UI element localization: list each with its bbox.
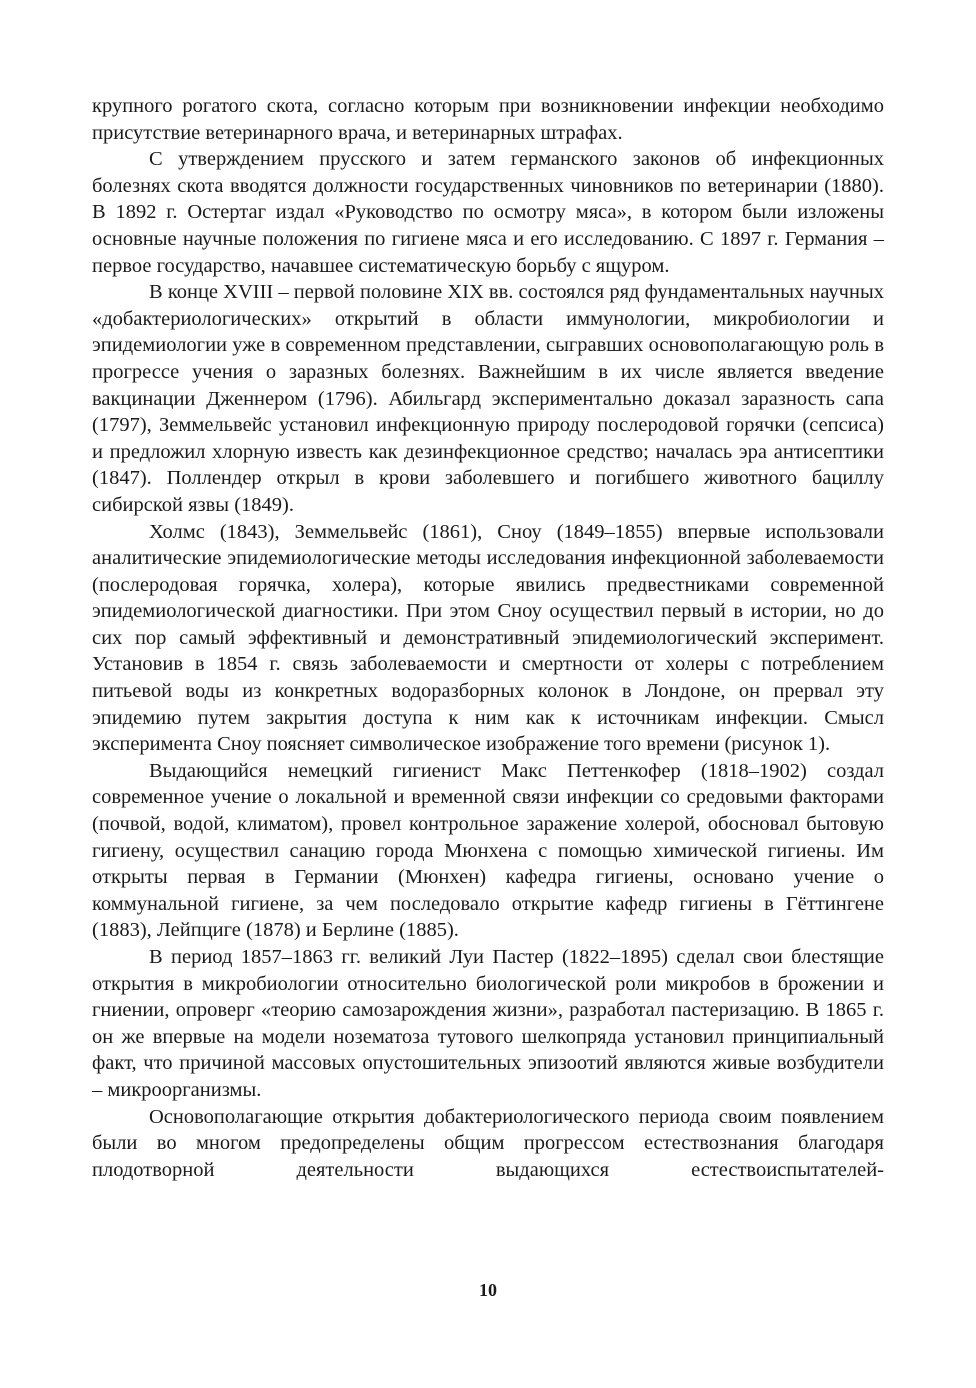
paragraph-pettenkofer: Выдающийся немецкий гигиенист Макс Петтенкофер (1818–1902) создал современное учение о локальной и временной связи инфекции со средовыми факторами (почвой, водой, климатом), провел контрольное заражение холерой, обосновал бытовую гигиену, осуществил санацию города Мюнхена с помощью химической гигиены. Им открыты первая в Германии (Мюнхен) кафедра гигиены, основано учение о коммунальной гигиене, за чем последовало открытие кафедр гигиены в Гёттингене (1883), Лейпциге (1878) и Берлине (1885).: [92, 759, 884, 942]
paragraph-epidemiological-methods: Холмс (1843), Земмельвейс (1861), Сноу (1849–1855) впервые использовали аналитические эпидемиологические методы исследования инфекционной заболеваемости (послеродовая горячка, холера), которые явились предвестниками современной эпидемиологической диагностики. При этом Сноу осуществил первый в истории, но до сих пор самый эффективный и демонстративный эпидемиологический эксперимент. Установив в 1854 г. связь заболеваемости и смертности от холеры с потреблением питьевой воды из конкретных водоразборных колонок в Лондоне, он прервал эту эпидемию путем закрытия доступа к ним как к источникам инфекции. Смысл эксперимента Сноу поясняет символическое изображение того времени (рисунок 1).: [92, 520, 884, 756]
page-number: 10: [479, 1280, 497, 1300]
paragraph-prebacteriological-discoveries: В конце XVIII – первой половине XIX вв. состоялся ряд фундаментальных научных «добактериологических» открытий в области иммунологии, микробиологии и эпидемиологии уже в современном представлении, сыгравших основополагающую роль в прогрессе учения о заразных болезнях. Важнейшим в их числе является введение вакцинации Дженнером (1796). Абильгард экспериментально доказал заразность сапа (1797), Земмельвейс установил инфекционную природу послеродовой горячки (сепсиса) и предложил хлорную известь как дезинфекционное средство; началась эра антисептики (1847). Поллендер открыл в крови заболевшего и погибшего животного бациллу сибирской язвы (1849).: [92, 281, 884, 516]
paragraph-pasteur: В период 1857–1863 гг. великий Луи Пастер (1822–1895) сделал свои блестящие открытия в микробиологии относительно биологической роли микробов в брожении и гниении, опроверг «теорию самозарождения жизни», разработал пастеризацию. В 1865 г. он же впервые на модели нозематоза тутового шелкопряда установил принципиальный факт, что причиной массовых опустошительных эпизоотий являются живые возбудители – микроорганизмы.: [92, 946, 884, 1101]
document-page: [92, 93, 884, 1183]
paragraph-prussian-laws: С утверждением прусского и затем германского законов об инфекционных болезнях скота вводятся должности государственных чиновников по ветеринарии (1880). В 1892 г. Остертаг издал «Руководство по осмотру мяса», в котором были изложены основные научные положения по гигиене мяса и его исследованию. С 1897 г. Германия – первое государство, начавшее систематическую борьбу с ящуром.: [92, 148, 884, 277]
paragraph-continuation: крупного рогатого скота, согласно которым при возникновении инфекции необходимо присутствие ветеринарного врача, и ветеринарных штрафах.: [92, 95, 884, 144]
paragraph-natural-science-progress: Основополагающие открытия добактериологического периода своим появлением были во многом предопределены общим прогрессом естествознания благодаря плодотворной деятельности выдающихся естествоиспытателей-: [92, 1105, 884, 1181]
